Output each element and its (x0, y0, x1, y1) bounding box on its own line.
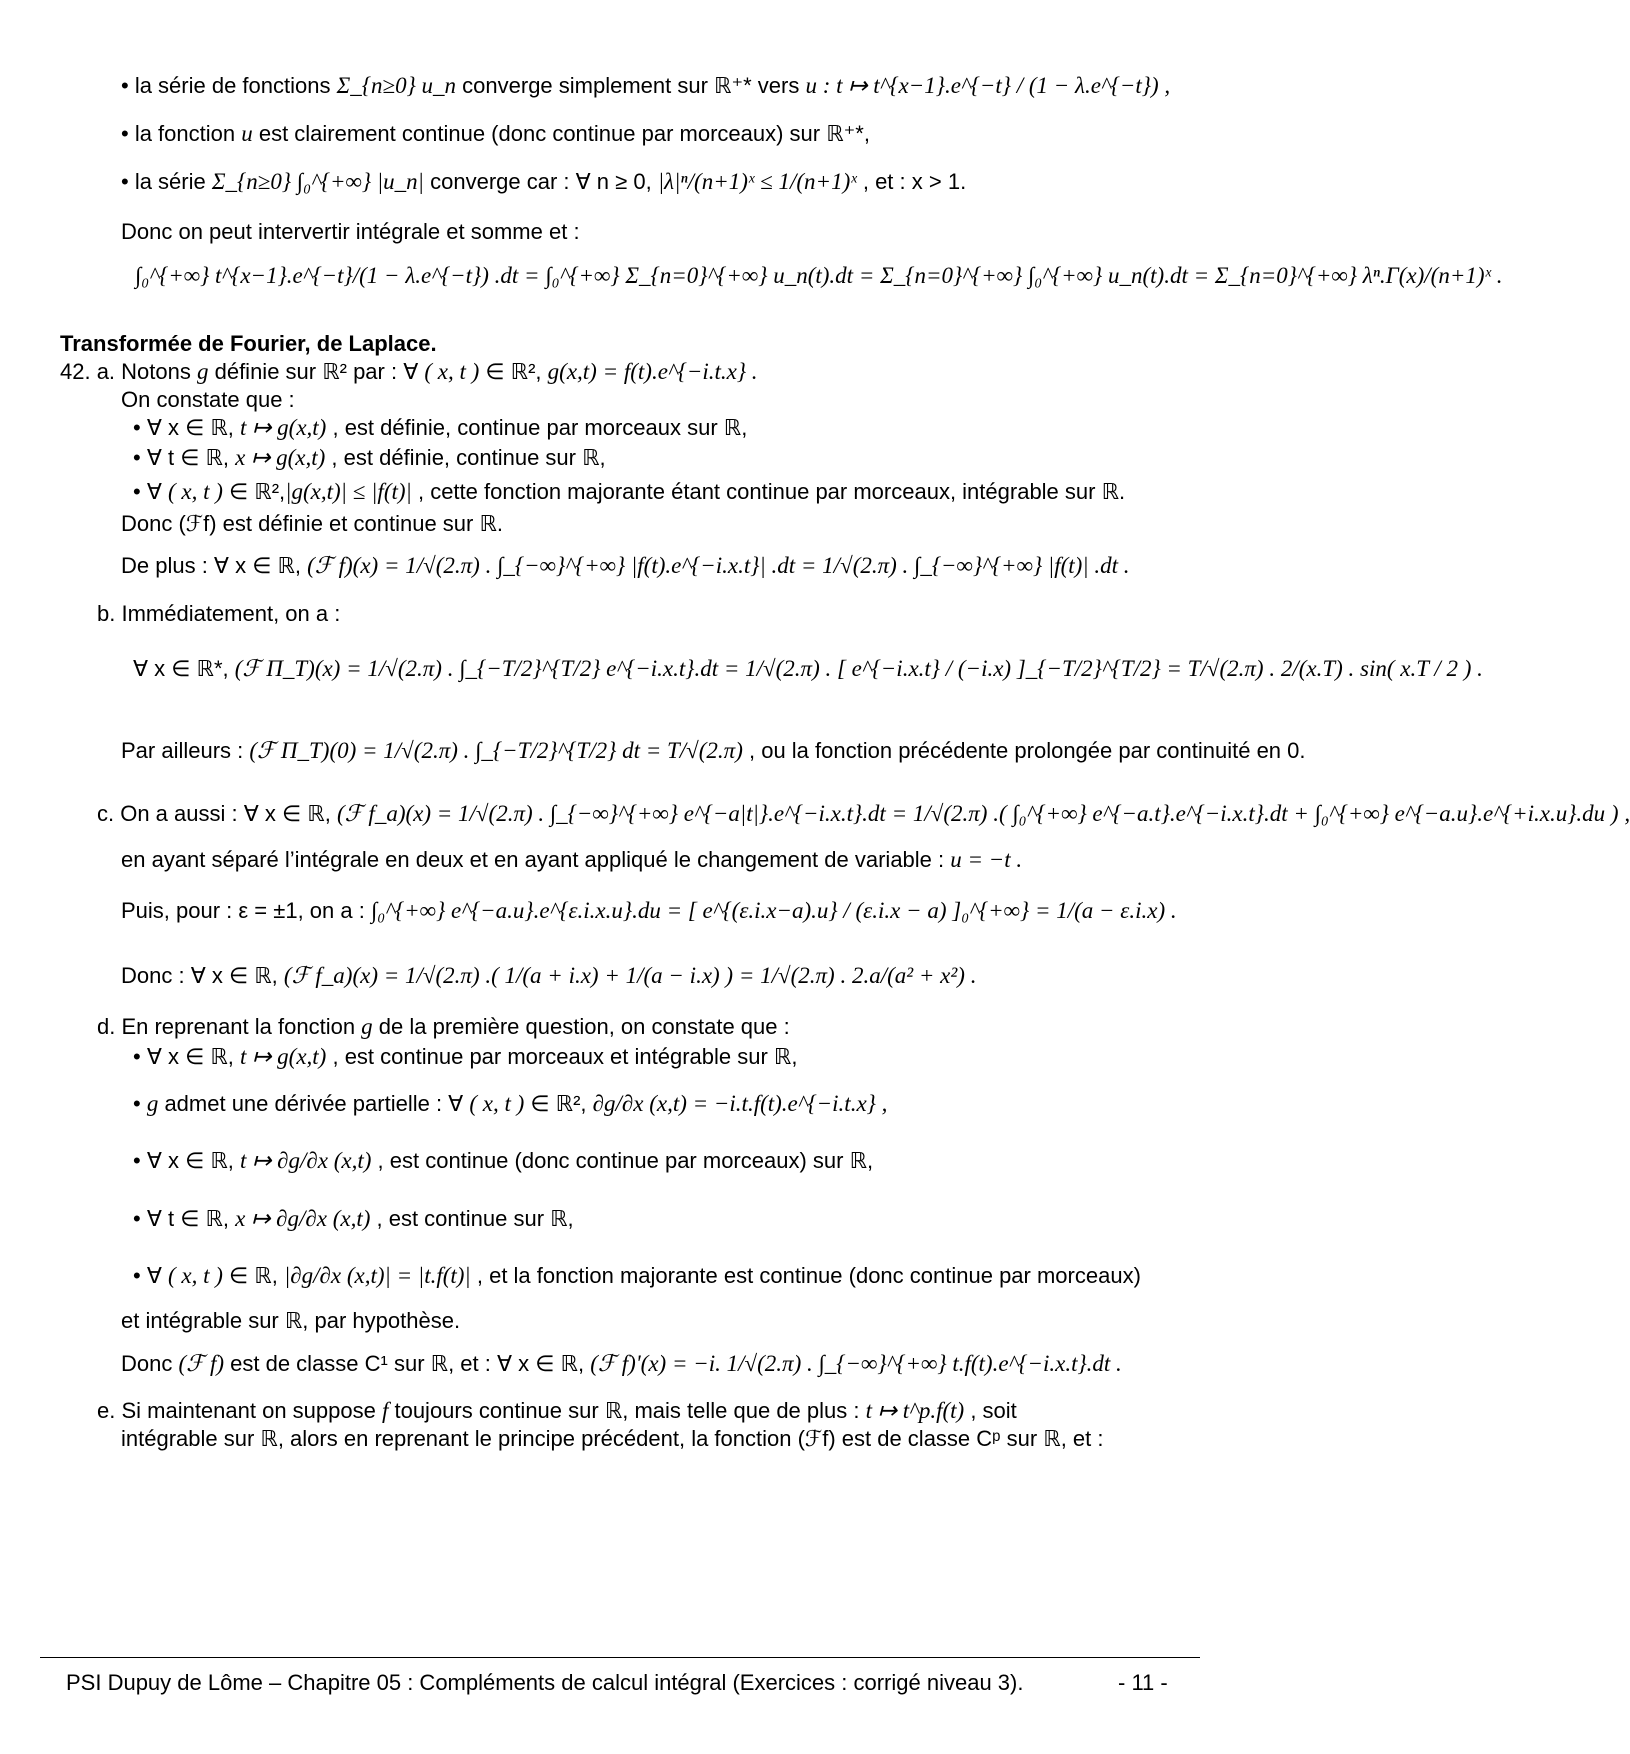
text-line: en ayant séparé l’intégrale en deux et en ayant appliqué le changement de variable : u = −t . (121, 847, 1023, 872)
text-line: et intégrable sur ℝ, par hypothèse. (121, 1308, 461, 1333)
equation-line: • g admet une dérivée partielle : ∀ ( x, t ) ∈ ℝ², ∂g/∂x (x,t) = −i.t.f(t).e^{−i.t.x} , (133, 1091, 888, 1116)
text-line: • ∀ x ∈ ℝ, t ↦ g(x,t) , est continue par morceaux et intégrable sur ℝ, (133, 1044, 798, 1069)
text-line: • ∀ t ∈ ℝ, x ↦ g(x,t) , est définie, continue sur ℝ, (133, 445, 606, 470)
text-line: • la série Σ_{n≥0} ∫₀^{+∞} |u_n| converge car : ∀ n ≥ 0, |λ|ⁿ/(n+1)ˣ ≤ 1/(n+1)ˣ , et : x > 1. (121, 169, 967, 194)
text-line: • ∀ x ∈ ℝ, t ↦ g(x,t) , est définie, continue par morceaux sur ℝ, (133, 415, 748, 440)
text-line: Donc (ℱf) est définie et continue sur ℝ. (121, 511, 504, 536)
section-heading: Transformée de Fourier, de Laplace. (60, 331, 437, 356)
text-line: • la série de fonctions Σ_{n≥0} u_n converge simplement sur ℝ⁺* vers u : t ↦ t^{x−1}.e^{−t} / (1 − λ.e^{−t}) , (121, 73, 1171, 98)
equation-line: c. On a aussi : ∀ x ∈ ℝ, (ℱ f_a)(x) = 1/√(2.π) . ∫_{−∞}^{+∞} e^{−a|t|}.e^{−i.x.t}.dt = 1/√(2.π) .( ∫₀^{+∞} e^{−a.t}.e^{−i.x.t}.dt + ∫₀^{+∞} e^{−a.u}.e^{+i.x.u}.du ) , (97, 801, 1630, 826)
page-number: - 11 - (1118, 1670, 1168, 1695)
equation-line: ∀ x ∈ ℝ*, (ℱ Π_T)(x) = 1/√(2.π) . ∫_{−T/2}^{T/2} e^{−i.x.t}.dt = 1/√(2.π) . [ e^{−i.x.t} / (−i.x) ]_{−T/2}^{T/2} = T/√(2.π) . 2/(x.T) . sin( x.T / 2 ) . (133, 656, 1483, 681)
text-line: On constate que : (121, 387, 295, 412)
equation-line: • ∀ ( x, t ) ∈ ℝ, |∂g/∂x (x,t)| = |t.f(t)| , et la fonction majorante est continue (donc continue par morceaux) (133, 1263, 1141, 1288)
equation-line: Donc (ℱ f) est de classe C¹ sur ℝ, et : ∀ x ∈ ℝ, (ℱ f)'(x) = −i. 1/√(2.π) . ∫_{−∞}^{+∞} t.f(t).e^{−i.x.t}.dt . (121, 1351, 1122, 1376)
equation-line: Puis, pour : ε = ±1, on a : ∫₀^{+∞} e^{−a.u}.e^{ε.i.x.u}.du = [ e^{(ε.i.x−a).u} / (ε.i.x − a) ]₀^{+∞} = 1/(a − ε.i.x) . (121, 898, 1177, 923)
text-line: e. Si maintenant on suppose f toujours continue sur ℝ, mais telle que de plus : t ↦ t^p.f(t) , soit (97, 1398, 1017, 1423)
text-line: 42. a. Notons g définie sur ℝ² par : ∀ ( x, t ) ∈ ℝ², g(x,t) = f(t).e^{−i.t.x} . (60, 359, 758, 384)
equation-line: • ∀ x ∈ ℝ, t ↦ ∂g/∂x (x,t) , est continue (donc continue par morceaux) sur ℝ, (133, 1148, 874, 1173)
equation-line: Donc : ∀ x ∈ ℝ, (ℱ f_a)(x) = 1/√(2.π) .( 1/(a + i.x) + 1/(a − i.x) ) = 1/√(2.π) . 2.a/(a² + x²) . (121, 963, 977, 988)
text-line: intégrable sur ℝ, alors en reprenant le principe précédent, la fonction (ℱf) est de classe Cᵖ sur ℝ, et : (121, 1426, 1104, 1451)
footer-title: PSI Dupuy de Lôme – Chapitre 05 : Compléments de calcul intégral (Exercices : corrigé niveau 3). (66, 1670, 1024, 1695)
equation-line: • ∀ t ∈ ℝ, x ↦ ∂g/∂x (x,t) , est continue sur ℝ, (133, 1206, 574, 1231)
text-line: Donc on peut intervertir intégrale et somme et : (121, 219, 580, 244)
equation-line: ∫₀^{+∞} t^{x−1}.e^{−t}/(1 − λ.e^{−t}) .dt = ∫₀^{+∞} Σ_{n=0}^{+∞} u_n(t).dt = Σ_{n=0}^{+∞} ∫₀^{+∞} u_n(t).dt = Σ_{n=0}^{+∞} λⁿ.Γ(x)/(n+1)ˣ . (135, 263, 1503, 288)
text-line: d. En reprenant la fonction g de la première question, on constate que : (97, 1014, 790, 1039)
text-line: De plus : ∀ x ∈ ℝ, (ℱ f)(x) = 1/√(2.π) . ∫_{−∞}^{+∞} |f(t).e^{−i.x.t}| .dt = 1/√(2.π) . ∫_{−∞}^{+∞} |f(t)| .dt . (121, 553, 1130, 578)
text-line: • ∀ ( x, t ) ∈ ℝ²,|g(x,t)| ≤ |f(t)| , cette fonction majorante étant continue par morceaux, intégrable sur ℝ. (133, 479, 1126, 504)
text-line: • la fonction u est clairement continue (donc continue par morceaux) sur ℝ⁺*, (121, 121, 870, 146)
text-line: Par ailleurs : (ℱ Π_T)(0) = 1/√(2.π) . ∫_{−T/2}^{T/2} dt = T/√(2.π) , ou la fonction précédente prolongée par continuité en 0. (121, 738, 1306, 763)
text-line: b. Immédiatement, on a : (97, 601, 341, 626)
footer-divider (40, 1657, 1200, 1658)
